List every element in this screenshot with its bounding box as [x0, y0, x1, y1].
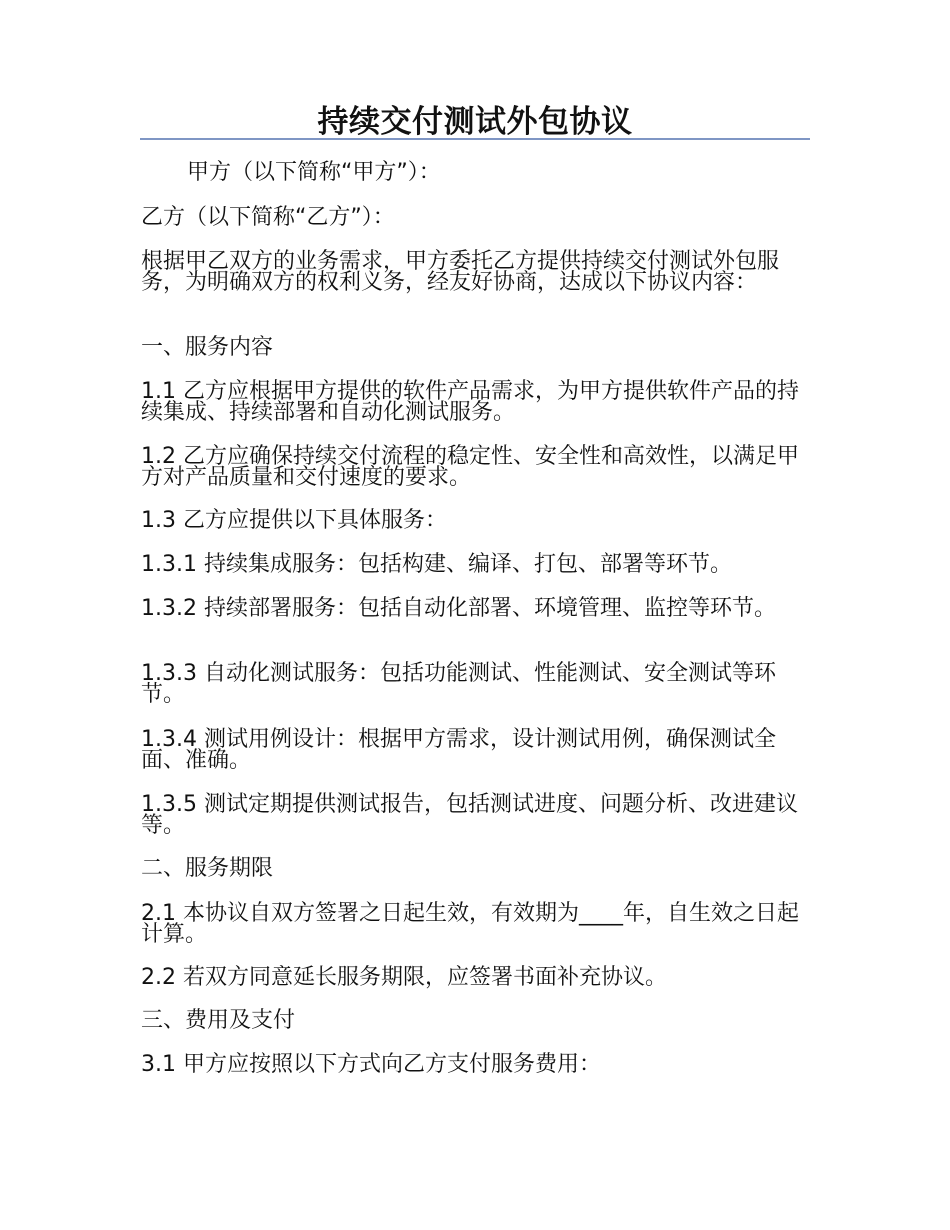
section-heading-3: 三、费用及支付	[141, 1008, 296, 1033]
preamble-paragraph: 根据甲乙双方的业务需求，甲方委托乙方提供持续交付测试外包服务，为明确双方的权利义务，经友好协商，达成以下协议内容：	[141, 249, 780, 295]
title-underline	[140, 138, 810, 140]
clause-1-3: 1.3 乙方应提供以下具体服务：	[141, 508, 447, 533]
clause-1-3-2: 1.3.2 持续部署服务：包括自动化部署、环境管理、监控等环节。	[141, 596, 776, 621]
party-b-line: 乙方（以下简称“乙方”）：	[141, 205, 395, 230]
clause-1-2: 1.2 乙方应确保持续交付流程的稳定性、安全性和高效性，以满足甲方对产品质量和交付速度的要求。	[141, 444, 799, 490]
clause-1-3-5: 1.3.5 测试定期提供测试报告，包括测试进度、问题分析、改进建议等。	[141, 792, 798, 838]
section-heading-1: 一、服务内容	[141, 335, 274, 360]
clause-1-3-4: 1.3.4 测试用例设计：根据甲方需求，设计测试用例，确保测试全面、准确。	[141, 727, 776, 773]
party-a-line: 甲方（以下简称“甲方”）：	[187, 160, 441, 185]
clause-3-1: 3.1 甲方应按照以下方式向乙方支付服务费用：	[141, 1052, 601, 1077]
clause-2-2: 2.2 若双方同意延长服务期限，应签署书面补充协议。	[141, 965, 667, 990]
clause-1-3-1: 1.3.1 持续集成服务：包括构建、编译、打包、部署等环节。	[141, 552, 732, 577]
clause-1-3-3: 1.3.3 自动化测试服务：包括功能测试、性能测试、安全测试等环节。	[141, 661, 776, 707]
document-title: 持续交付测试外包协议	[317, 104, 633, 140]
section-heading-2: 二、服务期限	[141, 856, 274, 881]
clause-1-1: 1.1 乙方应根据甲方提供的软件产品需求，为甲方提供软件产品的持续集成、持续部署和自动化测试服务。	[141, 379, 799, 425]
clause-2-1: 2.1 本协议自双方签署之日起生效，有效期为____年，自生效之日起计算。	[141, 901, 799, 947]
